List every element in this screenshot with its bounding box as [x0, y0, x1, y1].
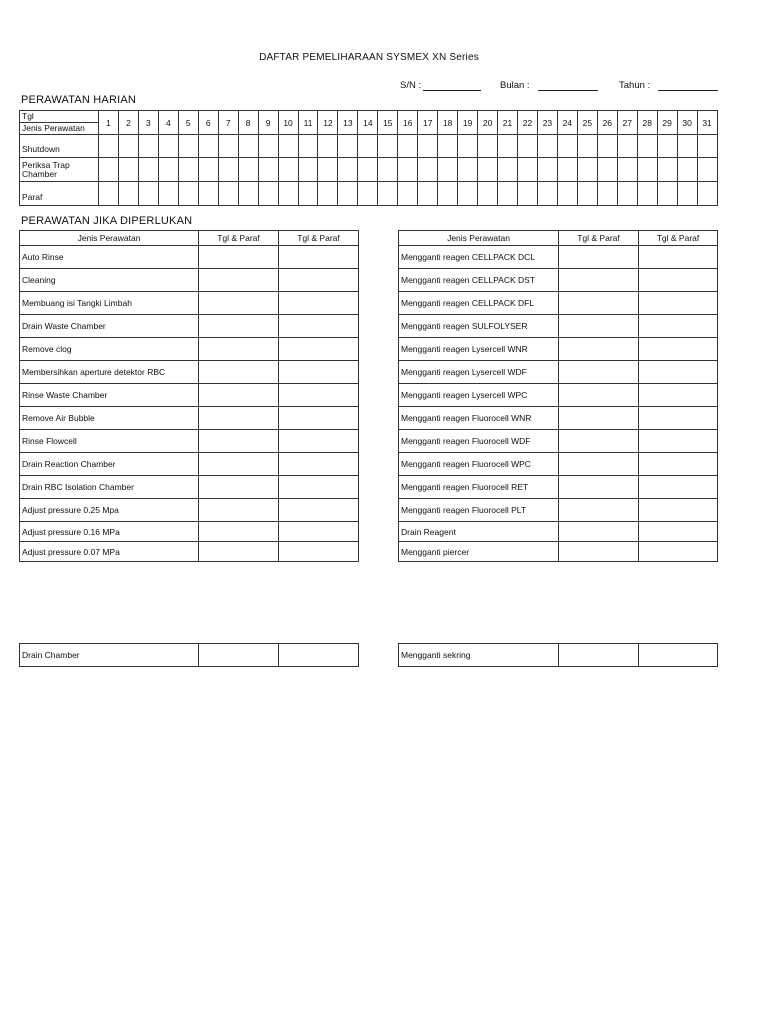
day-number: 4	[158, 111, 178, 135]
maintenance-item: Drain Reaction Chamber	[20, 453, 199, 476]
date-signature-cell[interactable]	[279, 361, 359, 384]
date-signature-cell[interactable]	[559, 269, 639, 292]
daily-check-cell[interactable]	[358, 182, 378, 206]
table-row	[399, 246, 718, 269]
daily-check-cell[interactable]	[318, 135, 338, 158]
day-number: 6	[198, 111, 218, 135]
day-number: 30	[677, 111, 697, 135]
task-line-2: Chamber	[22, 168, 57, 179]
day-number: 21	[498, 111, 518, 135]
maintenance-item: Rinse Flowcell	[20, 430, 199, 453]
day-number: 29	[657, 111, 677, 135]
date-signature-cell[interactable]	[559, 407, 639, 430]
daily-check-cell[interactable]	[298, 135, 318, 158]
date-signature-cell[interactable]	[559, 384, 639, 407]
year-blank[interactable]	[658, 81, 718, 91]
tgl-label: Tgl	[22, 111, 34, 121]
maintenance-item: Mengganti reagen Fluorocell RET	[399, 476, 559, 499]
date-signature-cell[interactable]	[639, 430, 718, 453]
daily-task-label	[20, 182, 99, 206]
maintenance-item: Membersihkan aperture detektor RBC	[20, 361, 199, 384]
daily-check-cell[interactable]	[158, 158, 178, 182]
date-signature-cell[interactable]	[559, 315, 639, 338]
date-signature-cell[interactable]	[279, 384, 359, 407]
date-signature-cell[interactable]	[639, 361, 718, 384]
table-row	[20, 476, 359, 499]
col-header-date-1: Tgl & Paraf	[199, 231, 279, 246]
date-signature-cell[interactable]	[199, 269, 279, 292]
date-signature-cell[interactable]	[559, 453, 639, 476]
maintenance-item: Drain Chamber	[20, 644, 199, 667]
daily-check-cell[interactable]	[338, 182, 358, 206]
daily-check-cell[interactable]	[438, 158, 458, 182]
date-signature-cell[interactable]	[199, 476, 279, 499]
month-field[interactable]	[500, 80, 598, 91]
date-signature-cell[interactable]	[559, 499, 639, 522]
date-signature-cell[interactable]	[639, 499, 718, 522]
daily-check-cell[interactable]	[338, 158, 358, 182]
daily-check-cell[interactable]	[537, 135, 557, 158]
maintenance-item: Mengganti reagen SULFOLYSER	[399, 315, 559, 338]
daily-check-cell[interactable]	[138, 158, 158, 182]
daily-check-cell[interactable]	[597, 135, 617, 158]
daily-check-cell[interactable]	[178, 182, 198, 206]
daily-check-cell[interactable]	[298, 182, 318, 206]
table-row	[399, 476, 718, 499]
daily-check-cell[interactable]	[597, 182, 617, 206]
maintenance-item: Mengganti reagen Lysercell WNR	[399, 338, 559, 361]
table-row	[20, 453, 359, 476]
day-number: 25	[577, 111, 597, 135]
asneeded-section-title: PERAWATAN JIKA DIPERLUKAN	[21, 215, 193, 227]
table-row	[399, 269, 718, 292]
daily-check-cell[interactable]	[478, 135, 498, 158]
daily-check-cell[interactable]	[637, 182, 657, 206]
table-row	[20, 430, 359, 453]
tgl-header-cell	[20, 111, 99, 135]
day-number: 15	[378, 111, 398, 135]
daily-check-cell[interactable]	[278, 182, 298, 206]
table-row	[20, 542, 359, 562]
day-number: 1	[99, 111, 119, 135]
day-number: 23	[537, 111, 557, 135]
date-signature-cell[interactable]	[639, 407, 718, 430]
table-row	[399, 499, 718, 522]
day-number: 9	[258, 111, 278, 135]
day-number: 24	[557, 111, 577, 135]
day-number: 7	[218, 111, 238, 135]
daily-check-cell[interactable]	[358, 135, 378, 158]
date-signature-cell[interactable]	[279, 269, 359, 292]
month-label: Bulan :	[500, 80, 530, 91]
daily-check-cell[interactable]	[637, 158, 657, 182]
daily-check-cell[interactable]	[358, 158, 378, 182]
maintenance-item: Mengganti piercer	[399, 542, 559, 562]
sn-label: S/N :	[400, 80, 422, 91]
table-row	[20, 246, 359, 269]
date-signature-cell[interactable]	[559, 361, 639, 384]
table-row	[399, 644, 718, 667]
maintenance-item: Mengganti reagen Lysercell WDF	[399, 361, 559, 384]
daily-check-cell[interactable]	[677, 158, 697, 182]
daily-check-cell[interactable]	[398, 158, 418, 182]
maintenance-item: Mengganti reagen Fluorocell PLT	[399, 499, 559, 522]
type-label: Jenis Perawatan	[20, 122, 98, 134]
daily-check-cell[interactable]	[657, 182, 677, 206]
daily-check-cell[interactable]	[677, 135, 697, 158]
date-signature-cell[interactable]	[559, 522, 639, 542]
table-row	[399, 542, 718, 562]
date-signature-cell[interactable]	[639, 644, 718, 667]
year-field[interactable]	[619, 80, 718, 91]
col-header-date-2: Tgl & Paraf	[639, 231, 718, 246]
daily-check-cell[interactable]	[158, 182, 178, 206]
date-signature-cell[interactable]	[639, 542, 718, 562]
date-signature-cell[interactable]	[199, 407, 279, 430]
daily-check-cell[interactable]	[657, 158, 677, 182]
maintenance-item: Drain Reagent	[399, 522, 559, 542]
day-number: 8	[238, 111, 258, 135]
month-blank[interactable]	[538, 81, 598, 91]
daily-check-cell[interactable]	[118, 135, 138, 158]
daily-check-cell[interactable]	[438, 182, 458, 206]
date-signature-cell[interactable]	[199, 522, 279, 542]
date-signature-cell[interactable]	[279, 338, 359, 361]
daily-check-cell[interactable]	[218, 158, 238, 182]
daily-check-cell[interactable]	[577, 158, 597, 182]
daily-check-cell[interactable]	[557, 158, 577, 182]
daily-check-cell[interactable]	[338, 135, 358, 158]
daily-check-cell[interactable]	[238, 182, 258, 206]
daily-maintenance-table	[19, 110, 718, 206]
daily-check-cell[interactable]	[178, 135, 198, 158]
table-row	[20, 522, 359, 542]
date-signature-cell[interactable]	[639, 338, 718, 361]
maintenance-item: Mengganti reagen CELLPACK DST	[399, 269, 559, 292]
maintenance-item: Rinse Waste Chamber	[20, 384, 199, 407]
daily-check-cell[interactable]	[677, 182, 697, 206]
date-signature-cell[interactable]	[559, 338, 639, 361]
col-header-date-2: Tgl & Paraf	[279, 231, 359, 246]
date-signature-cell[interactable]	[199, 384, 279, 407]
daily-check-cell[interactable]	[518, 135, 538, 158]
day-number: 14	[358, 111, 378, 135]
daily-check-cell[interactable]	[418, 158, 438, 182]
extra-left-table	[19, 643, 359, 667]
daily-check-cell[interactable]	[218, 182, 238, 206]
date-signature-cell[interactable]	[199, 246, 279, 269]
task-line-1: Paraf	[22, 192, 43, 202]
daily-check-cell[interactable]	[298, 158, 318, 182]
daily-check-cell[interactable]	[378, 135, 398, 158]
table-row	[399, 361, 718, 384]
date-signature-cell[interactable]	[199, 430, 279, 453]
table-row	[20, 135, 718, 158]
day-number: 31	[697, 111, 717, 135]
daily-check-cell[interactable]	[258, 158, 278, 182]
date-signature-cell[interactable]	[279, 522, 359, 542]
maintenance-item: Mengganti reagen Fluorocell WPC	[399, 453, 559, 476]
maintenance-item: Membuang isi Tangki Limbah	[20, 292, 199, 315]
table-row	[20, 407, 359, 430]
daily-check-cell[interactable]	[458, 135, 478, 158]
col-header-date-1: Tgl & Paraf	[559, 231, 639, 246]
daily-check-cell[interactable]	[158, 135, 178, 158]
day-number: 2	[118, 111, 138, 135]
asneeded-right-table	[398, 230, 718, 562]
date-signature-cell[interactable]	[559, 430, 639, 453]
daily-check-cell[interactable]	[198, 158, 218, 182]
daily-check-cell[interactable]	[138, 135, 158, 158]
date-signature-cell[interactable]	[199, 361, 279, 384]
table-row	[20, 361, 359, 384]
daily-check-cell[interactable]	[378, 158, 398, 182]
date-signature-cell[interactable]	[279, 453, 359, 476]
daily-check-cell[interactable]	[178, 158, 198, 182]
daily-check-cell[interactable]	[378, 182, 398, 206]
date-signature-cell[interactable]	[279, 430, 359, 453]
maintenance-item: Drain Waste Chamber	[20, 315, 199, 338]
day-number: 17	[418, 111, 438, 135]
date-signature-cell[interactable]	[639, 453, 718, 476]
daily-check-cell[interactable]	[518, 182, 538, 206]
sn-blank[interactable]	[423, 81, 481, 91]
daily-check-cell[interactable]	[99, 135, 119, 158]
page-title: DAFTAR PEMELIHARAAN SYSMEX XN Series	[259, 52, 479, 63]
daily-check-cell[interactable]	[617, 135, 637, 158]
daily-check-cell[interactable]	[238, 158, 258, 182]
date-signature-cell[interactable]	[639, 476, 718, 499]
maintenance-item: Mengganti reagen Fluorocell WNR	[399, 407, 559, 430]
day-number: 16	[398, 111, 418, 135]
date-signature-cell[interactable]	[279, 542, 359, 562]
maintenance-item: Cleaning	[20, 269, 199, 292]
daily-task-label	[20, 158, 99, 182]
daily-check-cell[interactable]	[398, 182, 418, 206]
table-row	[20, 269, 359, 292]
daily-check-cell[interactable]	[617, 182, 637, 206]
daily-check-cell[interactable]	[697, 135, 717, 158]
daily-check-cell[interactable]	[99, 182, 119, 206]
maintenance-item: Remove clog	[20, 338, 199, 361]
daily-check-cell[interactable]	[697, 158, 717, 182]
col-header-type: Jenis Perawatan	[399, 231, 559, 246]
date-signature-cell[interactable]	[639, 315, 718, 338]
day-number: 22	[518, 111, 538, 135]
date-signature-cell[interactable]	[199, 499, 279, 522]
date-signature-cell[interactable]	[279, 315, 359, 338]
day-number: 3	[138, 111, 158, 135]
date-signature-cell[interactable]	[279, 644, 359, 667]
daily-task-label	[20, 135, 99, 158]
daily-check-cell[interactable]	[657, 135, 677, 158]
maintenance-item: Auto Rinse	[20, 246, 199, 269]
daily-check-cell[interactable]	[258, 135, 278, 158]
daily-section-title: PERAWATAN HARIAN	[21, 94, 137, 106]
daily-check-cell[interactable]	[697, 182, 717, 206]
table-row	[20, 182, 718, 206]
date-signature-cell[interactable]	[639, 269, 718, 292]
date-signature-cell[interactable]	[639, 292, 718, 315]
date-signature-cell[interactable]	[279, 246, 359, 269]
daily-check-cell[interactable]	[617, 158, 637, 182]
daily-check-cell[interactable]	[278, 158, 298, 182]
daily-check-cell[interactable]	[278, 135, 298, 158]
table-row	[399, 407, 718, 430]
sn-field[interactable]	[400, 80, 481, 91]
extra-right-table	[398, 643, 718, 667]
daily-check-cell[interactable]	[438, 135, 458, 158]
date-signature-cell[interactable]	[559, 542, 639, 562]
day-number: 10	[278, 111, 298, 135]
maintenance-item: Mengganti reagen Lysercell WPC	[399, 384, 559, 407]
daily-check-cell[interactable]	[498, 135, 518, 158]
maintenance-item: Mengganti sekring	[399, 644, 559, 667]
table-row	[399, 384, 718, 407]
table-row	[20, 338, 359, 361]
date-signature-cell[interactable]	[279, 407, 359, 430]
date-signature-cell[interactable]	[639, 246, 718, 269]
daily-check-cell[interactable]	[577, 135, 597, 158]
daily-check-cell[interactable]	[218, 135, 238, 158]
date-signature-cell[interactable]	[279, 476, 359, 499]
table-row	[20, 315, 359, 338]
date-signature-cell[interactable]	[199, 338, 279, 361]
table-row	[399, 292, 718, 315]
maintenance-item: Mengganti reagen CELLPACK DCL	[399, 246, 559, 269]
table-row	[399, 430, 718, 453]
daily-check-cell[interactable]	[258, 182, 278, 206]
table-row	[399, 338, 718, 361]
asneeded-left-table	[19, 230, 359, 562]
date-signature-cell[interactable]	[279, 499, 359, 522]
day-number: 5	[178, 111, 198, 135]
maintenance-item: Adjust pressure 0.25 Mpa	[20, 499, 199, 522]
date-signature-cell[interactable]	[559, 476, 639, 499]
day-number: 19	[458, 111, 478, 135]
date-signature-cell[interactable]	[559, 292, 639, 315]
daily-check-cell[interactable]	[637, 135, 657, 158]
daily-check-cell[interactable]	[478, 182, 498, 206]
year-label: Tahun :	[619, 80, 651, 91]
daily-check-cell[interactable]	[198, 182, 218, 206]
day-number: 28	[637, 111, 657, 135]
date-signature-cell[interactable]	[199, 292, 279, 315]
maintenance-item: Mengganti reagen CELLPACK DFL	[399, 292, 559, 315]
table-row	[20, 384, 359, 407]
table-row	[399, 522, 718, 542]
day-number: 27	[617, 111, 637, 135]
table-row	[20, 292, 359, 315]
daily-check-cell[interactable]	[238, 135, 258, 158]
day-number: 11	[298, 111, 318, 135]
date-signature-cell[interactable]	[559, 246, 639, 269]
daily-check-cell[interactable]	[318, 158, 338, 182]
maintenance-item: Adjust pressure 0.16 MPa	[20, 522, 199, 542]
daily-check-cell[interactable]	[398, 135, 418, 158]
daily-check-cell[interactable]	[577, 182, 597, 206]
table-row	[399, 453, 718, 476]
day-number: 12	[318, 111, 338, 135]
daily-check-cell[interactable]	[597, 158, 617, 182]
day-number: 13	[338, 111, 358, 135]
daily-check-cell[interactable]	[138, 182, 158, 206]
daily-check-cell[interactable]	[478, 158, 498, 182]
daily-check-cell[interactable]	[118, 158, 138, 182]
day-header-row	[20, 111, 718, 135]
daily-check-cell[interactable]	[99, 158, 119, 182]
date-signature-cell[interactable]	[199, 644, 279, 667]
date-signature-cell[interactable]	[199, 453, 279, 476]
daily-check-cell[interactable]	[537, 182, 557, 206]
daily-check-cell[interactable]	[557, 182, 577, 206]
table-row	[20, 499, 359, 522]
daily-check-cell[interactable]	[557, 135, 577, 158]
maintenance-item: Remove Air Bubble	[20, 407, 199, 430]
maintenance-item: Drain RBC Isolation Chamber	[20, 476, 199, 499]
daily-check-cell[interactable]	[518, 158, 538, 182]
daily-check-cell[interactable]	[418, 135, 438, 158]
task-line-1: Periksa Trap	[22, 159, 70, 170]
daily-check-cell[interactable]	[498, 158, 518, 182]
daily-check-cell[interactable]	[458, 182, 478, 206]
daily-check-cell[interactable]	[458, 158, 478, 182]
day-number: 18	[438, 111, 458, 135]
date-signature-cell[interactable]	[639, 384, 718, 407]
maintenance-item: Mengganti reagen Fluorocell WDF	[399, 430, 559, 453]
daily-check-cell[interactable]	[118, 182, 138, 206]
date-signature-cell[interactable]	[199, 542, 279, 562]
table-row	[399, 315, 718, 338]
daily-check-cell[interactable]	[537, 158, 557, 182]
day-number: 26	[597, 111, 617, 135]
day-number: 20	[478, 111, 498, 135]
daily-check-cell[interactable]	[198, 135, 218, 158]
table-row	[20, 644, 359, 667]
date-signature-cell[interactable]	[279, 292, 359, 315]
daily-check-cell[interactable]	[318, 182, 338, 206]
table-row	[20, 158, 718, 182]
date-signature-cell[interactable]	[559, 644, 639, 667]
maintenance-item: Adjust pressure 0.07 MPa	[20, 542, 199, 562]
date-signature-cell[interactable]	[639, 522, 718, 542]
date-signature-cell[interactable]	[199, 315, 279, 338]
task-line-1: Shutdown	[22, 144, 60, 154]
col-header-type: Jenis Perawatan	[20, 231, 199, 246]
daily-check-cell[interactable]	[498, 182, 518, 206]
daily-check-cell[interactable]	[418, 182, 438, 206]
